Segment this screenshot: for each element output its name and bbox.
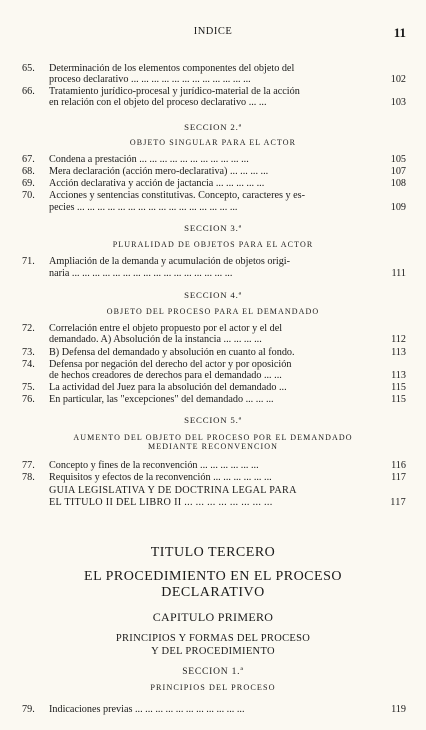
entry-text: naria ... ... ... ... ... ... ... ... ... ... ... ... ... ... ... ...: [49, 268, 233, 279]
toc-entry-68: [22, 166, 406, 177]
entry-page: 105: [390, 154, 406, 165]
entry-page: 119: [391, 704, 406, 715]
entry-number: 71.: [22, 256, 35, 267]
entry-page: 115: [391, 394, 406, 405]
entry-number: 79.: [22, 704, 35, 715]
entry-text: Acciones y sentencias constitutivas. Concepto, caracteres y es-: [49, 190, 306, 201]
entry-page: 117: [390, 497, 406, 508]
section-label: SECCION 3.ª: [184, 223, 242, 233]
toc-entry-78: [22, 472, 406, 483]
section-label: SECCION 5.ª: [184, 415, 242, 425]
entry-page: 113: [391, 347, 406, 358]
toc-entry-67: [22, 154, 406, 165]
capitulo-title: Y DEL PROCEDIMIENTO: [151, 646, 275, 657]
entry-number: 69.: [22, 178, 35, 189]
entry-text: EL TITULO II DEL LIBRO II ... ... ... ... ... ... ... ...: [49, 497, 273, 508]
entry-text: demandado. A) Absolución de la instancia ... ... ... ...: [49, 334, 262, 345]
entry-number: 77.: [22, 460, 35, 471]
entry-number: 65.: [22, 63, 35, 74]
toc-entry-73: [22, 347, 406, 358]
entry-page: 109: [390, 202, 406, 213]
entry-text: Correlación entre el objeto propuesto por el actor y el del: [49, 323, 283, 334]
entry-page: 111: [391, 268, 406, 279]
entry-page: 103: [390, 97, 406, 108]
entry-text: Determinación de los elementos componentes del objeto del: [49, 63, 295, 74]
entry-number: 75.: [22, 382, 35, 393]
running-title: INDICE: [193, 26, 233, 37]
toc-entry-66: [22, 86, 406, 108]
section-title: OBJETO DEL PROCESO PARA EL DEMANDADO: [106, 307, 320, 316]
entry-page: 116: [391, 460, 406, 471]
entry-text: Indicaciones previas ... ... ... ... ... ... ... ... ... ... ...: [49, 704, 245, 715]
toc-entry-79: [22, 704, 406, 715]
capitulo-heading: CAPITULO PRIMERO: [152, 610, 274, 624]
entry-page: 108: [390, 178, 406, 189]
entry-text: La actividad del Juez para la absolución del demandado ...: [49, 382, 287, 393]
entry-text: de hechos creadores de derechos para el demandado ... ...: [49, 370, 282, 381]
page-number: 11: [393, 25, 406, 40]
entry-text: pecies ... ... ... ... ... ... ... ... ... ... ... ... ... ... ... ...: [49, 202, 238, 213]
entry-text: Defensa por negación del derecho del actor y por oposición: [49, 359, 292, 370]
toc-entry-70: [22, 190, 406, 212]
toc-entry-77: [22, 460, 406, 471]
toc-entry-74: [22, 359, 406, 381]
entry-text: Ampliación de la demanda y acumulación de objetos origi-: [49, 256, 291, 267]
section-title: PRINCIPIOS DEL PROCESO: [150, 683, 276, 692]
entry-number: 72.: [22, 323, 35, 334]
entry-text: Mera declaración (acción mero-declarativa) ... ... ... ...: [49, 166, 269, 177]
entry-number: 74.: [22, 359, 35, 370]
page-header: [0, 26, 426, 40]
entry-text: Concepto y fines de la reconvención ... ... ... ... ... ...: [49, 460, 259, 471]
entry-page: 102: [390, 74, 406, 85]
entry-text: Requisitos y efectos de la reconvención ... ... ... ... ... ...: [49, 472, 272, 483]
section-title: AUMENTO DEL OBJETO DEL PROCESO POR EL DEMANDADO: [73, 433, 353, 442]
entry-page: 115: [391, 382, 406, 393]
entry-number: 76.: [22, 394, 35, 405]
section-title: OBJETO SINGULAR PARA EL ACTOR: [129, 138, 297, 147]
titulo-subtitle: EL PROCEDIMIENTO EN EL PROCESO: [84, 569, 342, 584]
section-label: SECCION 2.ª: [184, 122, 242, 132]
entry-number: 68.: [22, 166, 35, 177]
entry-text: Acción declarativa y acción de jactancia ... ... ... ... ...: [49, 178, 265, 189]
entry-text: B) Defensa del demandado y absolución en cuanto al fondo.: [49, 347, 295, 358]
entry-text: GUIA LEGISLATIVA Y DE DOCTRINA LEGAL PARA: [49, 485, 297, 496]
entry-page: 113: [391, 370, 406, 381]
entry-text: Tratamiento jurídico-procesal y jurídico-material de la acción: [49, 86, 300, 97]
toc-entry-65: [22, 63, 406, 85]
entry-number: 70.: [22, 190, 35, 201]
entry-number: 66.: [22, 86, 35, 97]
toc-entry-75: [22, 382, 406, 393]
entry-text: Condena a prestación ... ... ... ... ... ... ... ... ... ... ...: [49, 154, 249, 165]
section-label: SECCION 4.ª: [184, 290, 242, 300]
entry-number: 67.: [22, 154, 35, 165]
section-label: SECCION 1.ª: [182, 667, 244, 677]
entry-text: En particular, las "excepciones" del demandado ... ... ...: [49, 394, 274, 405]
section-title: PLURALIDAD DE OBJETOS PARA EL ACTOR: [112, 240, 314, 249]
toc-entry-71: [22, 256, 406, 278]
capitulo-title: PRINCIPIOS Y FORMAS DEL PROCESO: [115, 633, 311, 644]
entry-page: 112: [391, 334, 406, 345]
entry-text: en relación con el objeto del proceso declarativo ... ...: [49, 97, 267, 108]
section-title: MEDIANTE RECONVENCION: [148, 442, 278, 451]
toc-entry-72: [22, 323, 406, 345]
entry-page: 107: [390, 166, 406, 177]
titulo-subtitle: DECLARATIVO: [161, 585, 265, 600]
entry-page: 117: [391, 472, 406, 483]
entry-number: 73.: [22, 347, 35, 358]
entry-number: 78.: [22, 472, 35, 483]
entry-text: proceso declarativo ... ... ... ... ... ... ... ... ... ... ... ...: [49, 74, 251, 85]
guia-legislativa-entry: [49, 485, 406, 509]
toc-entry-69: [22, 178, 406, 189]
titulo-heading: TITULO TERCERO: [150, 545, 276, 560]
toc-entry-76: [22, 394, 406, 405]
